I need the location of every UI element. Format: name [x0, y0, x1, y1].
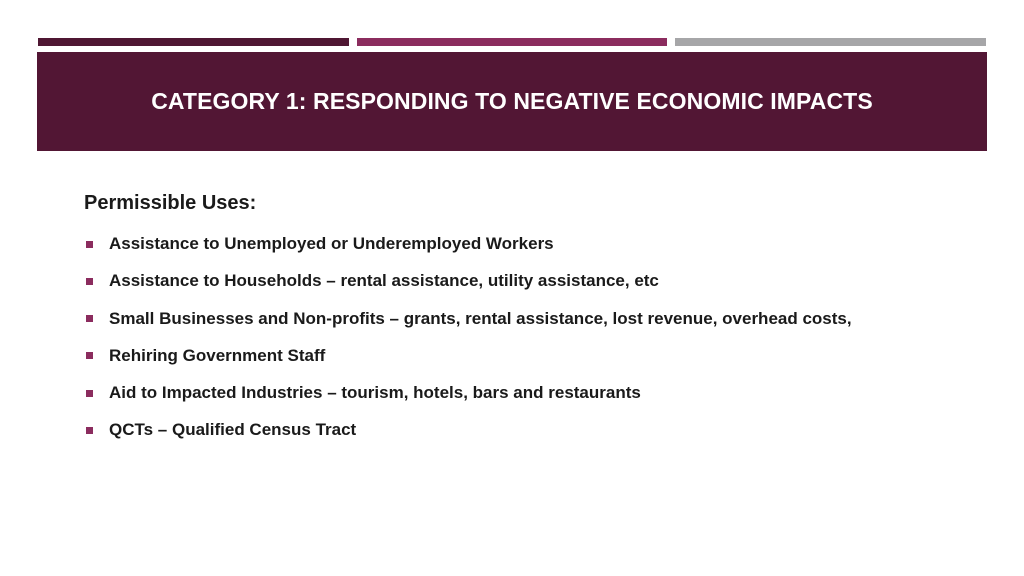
accent-bar-dark — [38, 38, 349, 46]
square-bullet-icon — [86, 278, 93, 285]
square-bullet-icon — [86, 390, 93, 397]
slide-content — [84, 188, 984, 457]
bullet-item — [84, 270, 984, 292]
bullet-list — [84, 233, 984, 441]
bullet-text: Aid to Impacted Industries – tourism, hotels, bars and restaurants — [109, 383, 641, 403]
bullet-item — [84, 308, 984, 330]
accent-bar-magenta — [357, 38, 667, 46]
bullet-item — [84, 419, 984, 441]
subheading: Permissible Uses: — [84, 192, 257, 214]
square-bullet-icon — [86, 315, 93, 322]
square-bullet-icon — [86, 427, 93, 434]
square-bullet-icon — [86, 352, 93, 359]
bullet-item — [84, 233, 984, 255]
bullet-text: Assistance to Households – rental assistance, utility assistance, etc — [109, 271, 659, 291]
bullet-text: Rehiring Government Staff — [109, 345, 326, 365]
title-band — [37, 52, 987, 151]
bullet-item — [84, 345, 984, 367]
bullet-text: QCTs – Qualified Census Tract — [109, 420, 357, 440]
slide-title: CATEGORY 1: RESPONDING TO NEGATIVE ECONOMIC IMPACTS — [151, 88, 873, 114]
bullet-text: Assistance to Unemployed or Underemployed Workers — [109, 234, 554, 253]
accent-bar-gray — [675, 38, 986, 46]
bullet-text: Small Businesses and Non-profits – grants, rental assistance, lost revenue, overhead costs, — [109, 308, 852, 328]
bullet-item — [84, 382, 984, 404]
square-bullet-icon — [86, 241, 93, 248]
